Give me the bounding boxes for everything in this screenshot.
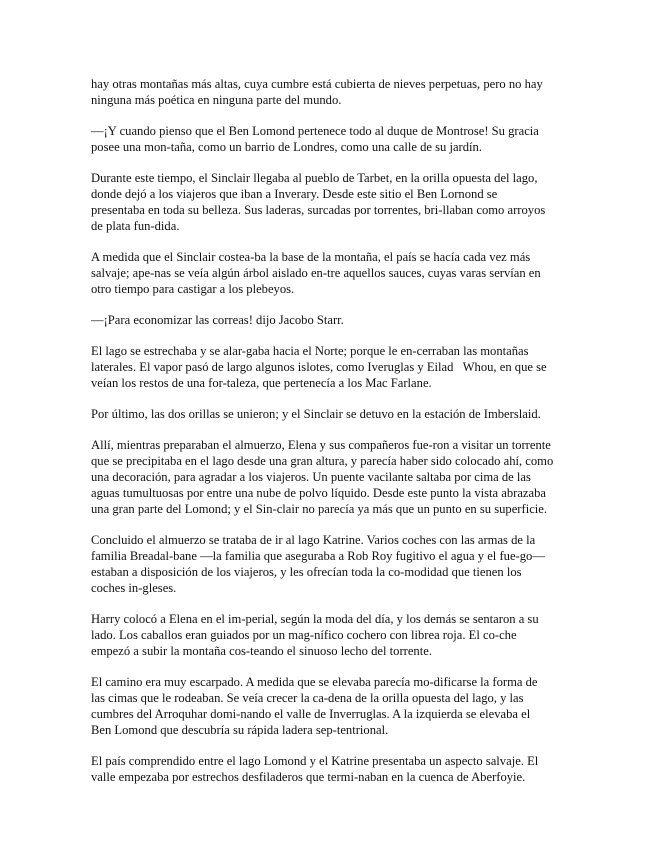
paragraph-11: El camino era muy escarpado. A medida que se elevaba parecía mo-dificarse la forma de las cimas que le rodeaban. Se veía crecer la ca-dena de la orilla opuesta del lago, y las cumbres del Arroquhar domi-nando el valle de Inverruglas. A la izquierda se elevaba el Ben Lomond que descubría su rápida ladera sep-tentrional.	[91, 675, 538, 737]
paragraph-4: A medida que el Sinclair costea-ba la base de la montaña, el país se hacía cada vez más salvaje; ape-nas se veía algún árbol aislado en-tre aquellos sauces, cuyas varas servían en otro tiempo para castigar a los plebeyos.	[91, 250, 541, 296]
paragraph-5: —¡Para economizar las correas! dijo Jacobo Starr.	[91, 313, 344, 327]
paragraph-7: Por último, las dos orillas se unieron; y el Sinclair se detuvo en la estación de Imberslaid.	[91, 407, 541, 421]
paragraph-10: Harry colocó a Elena en el im-perial, según la moda del día, y los demás se sentaron a su lado. Los caballos eran guiados por un mag-nífico cochero con librea roja. El co-che empezó a subir la montaña cos-teando el sinuoso lecho del torrente.	[91, 612, 539, 658]
paragraph-12: El país comprendido entre el lago Lomond y el Katrine presentaba un aspecto salvaje. El valle empezaba por estrechos desfiladeros que termi-naban en la cuenca de Aberfoyie.	[91, 754, 539, 784]
paragraph-3: Durante este tiempo, el Sinclair llegaba al pueblo de Tarbet, en la orilla opuesta del lago, donde dejó a los viajeros que iban a Inverary. Desde este sitio el Ben Lornond se presentaba en toda su belleza. Sus laderas, surcadas por torrentes, bri-llaban como arroyos de plata fun-dida.	[91, 171, 546, 233]
paragraph-6: El lago se estrechaba y se alar-gaba hacia el Norte; porque le en-cerraban las montañas laterales. El vapor pasó de largo algunos islotes, como Iveruglas y Eilad Whou, en que se veían los restos de una for-taleza, que pertenecía a los Mac Farlane.	[91, 344, 547, 390]
paragraph-8: Allí, mientras preparaban el almuerzo, Elena y sus compañeros fue-ron a visitar un torrente que se precipitaba en el lago desde una gran altura, y parecía haber sido colocado ahí, como una decoración, para agradar a los viajeros. Un puente vacilante saltaba por cima de las aguas tumultuosas por entre una nube de polvo líquido. Desde este punto la vista abrazaba una gran parte del Lomond; y el Sin-clair no parecía ya más que un punto en su superficie.	[91, 438, 554, 516]
paragraph-1: hay otras montañas más altas, cuya cumbre está cubierta de nieves perpetuas, pero no hay ninguna más poética en ninguna parte del mundo.	[91, 77, 543, 107]
paragraph-9: Concluido el almuerzo se trataba de ir al lago Katrine. Varios coches con las armas de la familia Breadal-bane —la familia que aseguraba a Rob Roy fugitivo el agua y el fue-go— estaban a disposición de los viajeros, y les ofrecían toda la co-modidad que tienen los coches in-gleses.	[91, 533, 545, 595]
document-page	[91, 76, 561, 800]
paragraph-2: —¡Y cuando pienso que el Ben Lomond pertenece todo al duque de Montrose! Su gracia posee una mon-taña, como un barrio de Londres, como una calle de su jardín.	[91, 124, 539, 154]
